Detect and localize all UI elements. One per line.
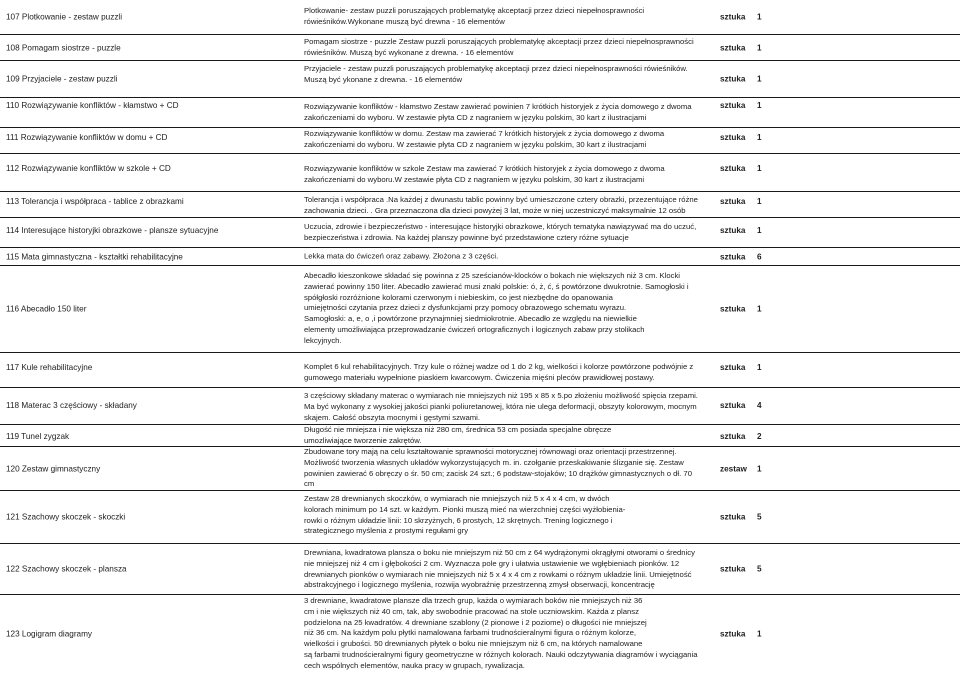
- item-description: [304, 102, 708, 124]
- quantity-cell: 1: [757, 133, 762, 142]
- desc-line: nie mniejszej niż 4 cm i głębokości 2 cm. Wyznacza pole gry i ułatwia ustawienie we wgłębieniach pionków. 12: [304, 558, 680, 568]
- quantity-cell: 5: [757, 564, 762, 574]
- quantity-cell: 1: [757, 197, 762, 206]
- desc-line: rowki o różnym układzie linii: 10 skrzyżnych, 6 prostych, 12 skrętnych. Trening logicznego i: [304, 515, 613, 525]
- item-name: 121 Szachowy skoczek - skoczki: [6, 512, 126, 522]
- unit-cell: sztuka: [720, 432, 746, 441]
- item-description: [304, 425, 708, 447]
- item-description: [304, 164, 708, 186]
- table-row: [0, 266, 960, 353]
- table-row: [0, 353, 960, 388]
- item-name: 112 Rozwiązywanie konfliktów w szkole + CD: [6, 164, 171, 173]
- desc-line: Zbudowane tory mają na celu kształtowanie sprawności motorycznej równowagi oraz orientacji przestrzennej.: [304, 447, 677, 456]
- item-description: [304, 447, 708, 490]
- unit-cell: sztuka: [720, 74, 746, 84]
- item-description: [304, 6, 708, 28]
- desc-line: zakończeniami do wyboru.W zestawie płyta CD z nagraniem w języku polskim, 30 kart z ilustracjami: [304, 174, 645, 184]
- quantity-cell: 1: [757, 43, 762, 52]
- table-row: [0, 544, 960, 595]
- desc-line: Tolerancja i współpraca .Na każdej z dwunastu tablic powinny być umieszczone cztery obrazki, przezentujące różne: [304, 195, 698, 204]
- desc-line: rówieśników. Muszą być wykonane z drewna. - 16 elementów: [304, 47, 514, 57]
- unit-cell: sztuka: [720, 101, 746, 110]
- desc-line: Długość nie mniejsza i nie większa niż 280 cm, średnica 53 cm posiada specjalne obręcze: [304, 425, 612, 434]
- item-description: [304, 195, 708, 217]
- quantity-cell: 4: [757, 401, 762, 410]
- desc-line: Rozwiązywanie konfliktów - kłamstwo Zestaw zawierać powinien 7 krótkich historyjek z życia domowego z dwoma: [304, 102, 692, 111]
- desc-line: rówieśników.Wykonane muszą być drewna - 16 elementów: [304, 16, 505, 26]
- item-name: 110 Rozwiązywanie konfliktów - kłamstwo + CD: [6, 101, 179, 110]
- unit-cell: sztuka: [720, 304, 746, 314]
- desc-line: Komplet 6 kul rehabilitacyjnych. Trzy kule o różnej wadze od 1 do 2 kg, wielkości i kolorze powtórzone podwójnie z: [304, 362, 694, 371]
- unit-cell: zestaw: [720, 464, 747, 473]
- quantity-cell: 2: [757, 432, 762, 441]
- item-description: [304, 37, 708, 59]
- item-description: [304, 362, 708, 384]
- quantity-cell: 1: [757, 164, 762, 173]
- item-description: [304, 251, 744, 262]
- desc-line: elementy umożliwiająca przeprowadzanie ćwiczeń ortograficznych i logicznych zabaw przy stolikach: [304, 324, 645, 334]
- desc-line: skajem. Całość obszyta mocnymi i gęstymi szwami.: [304, 412, 481, 422]
- quantity-cell: 1: [757, 12, 762, 22]
- unit-cell: sztuka: [720, 43, 746, 52]
- desc-line: 3 drewniane, kwadratowe plansze dla trzech grup, każda o wymiarach boków nie mniejszych niż 36: [304, 596, 643, 605]
- item-name: 122 Szachowy skoczek - plansza: [6, 564, 127, 574]
- desc-line: gumowego materiału wypełnione piaskiem kwarcowym. Ćwiczenia mięśni pleców prawidłowej postawy.: [304, 372, 655, 382]
- desc-line: cm i nie większych niż 40 cm, tak, aby swobodnie pracować na stole uczniowskim. Każda z plansz: [304, 606, 639, 616]
- desc-line: podzielona na 25 kwadratów. 4 drewniane szablony (2 pionowe i 2 poziome) o długości nie mniejszej: [304, 617, 647, 627]
- unit-cell: sztuka: [720, 226, 746, 235]
- desc-line: niż 36 cm. Na każdym polu płytki namalowana farbami trudnościeralnymi figura o różnym kolorze,: [304, 628, 636, 638]
- desc-line: Uczucia, zdrowie i bezpieczeństwo - interesujące historyjki obrazkowe, których tematyka nawiązywać ma do uczuć,: [304, 222, 697, 231]
- desc-line: wielkości i grubości. 50 drewnianych płytek o boku nie mniejszym niż 6 cm, na których namalowane: [304, 639, 643, 649]
- table-row: [0, 154, 960, 192]
- item-name: 109 Przyjaciele - zestaw puzzli: [6, 74, 118, 84]
- unit-cell: sztuka: [720, 12, 746, 22]
- desc-line: zachowania dzieci. . Gra przeznaczona dla dzieci powyżej 3 lat, może w niej uczestniczyć maksymalnie 12 osób: [304, 205, 686, 215]
- desc-line: kolorach minimum po 14 szt. w każdym. Pionki muszą mieć na wierzchniej części wyżłobienia-: [304, 504, 626, 514]
- unit-cell: sztuka: [720, 629, 746, 639]
- table-row: [0, 447, 960, 491]
- desc-line: abstrakcyjnego i logicznego myślenia, rozwija wyobraźnię przestrzenną zmysł obserwacji, koncentrację: [304, 580, 655, 590]
- quantity-cell: 5: [757, 512, 762, 522]
- desc-line: Rozwiązywanie konfliktów w domu. Zestaw ma zawierać 7 krótkich historyjek z życia domowego z dwoma: [304, 129, 665, 138]
- desc-line: Lekka mata do ćwiczeń oraz zabawy. Złożona z 3 części.: [304, 251, 499, 261]
- desc-line: Drewniana, kwadratowa plansza o boku nie mniejszym niż 50 cm z 64 wydrążonymi okrągłymi otworami o średnicy: [304, 548, 695, 557]
- table-row: [0, 388, 960, 425]
- item-description: [304, 271, 708, 347]
- desc-line: zawierać powinny 150 liter. Abecadło zawierać musi znaki polskie: ó, ż, ć, ś powtórzone dwukrotnie. Samogłoski i: [304, 281, 689, 291]
- table-row: [0, 61, 960, 98]
- unit-cell: sztuka: [720, 564, 746, 574]
- item-name: 116 Abecadło 150 liter: [6, 304, 87, 314]
- unit-cell: sztuka: [720, 197, 746, 206]
- unit-cell: sztuka: [720, 252, 746, 261]
- item-name: 111 Rozwiązywanie konfliktów w domu + CD: [6, 133, 168, 142]
- table-row: [0, 128, 960, 154]
- desc-line: Abecadło kieszonkowe składać się powinna z 25 sześcianów-klocków o bokach nie większych niż 3 cm. Klocki: [304, 271, 681, 280]
- item-name: 117 Kule rehabilitacyjne: [6, 363, 93, 372]
- item-name: 108 Pomagam siostrze - puzzle: [6, 43, 121, 52]
- quantity-cell: 1: [757, 629, 762, 639]
- desc-line: Przyjaciele - zestaw puzzli poruszających problematykę akceptacji przez dzieci niepełnosprawności rówieśników.: [304, 64, 688, 73]
- item-name: 107 Plotkowanie - zestaw puzzli: [6, 12, 123, 22]
- table-row: [0, 491, 960, 544]
- table-row: [0, 192, 960, 218]
- desc-line: Ma być wykonany z wysokiej jakości pianki poliuretanowej, która nie ulega deformacji, obszyty kolorowym, mocnym: [304, 401, 697, 411]
- item-description: [304, 222, 708, 244]
- table-row: [0, 248, 960, 266]
- desc-line: Rozwiązywanie konfliktów w szkole Zestaw ma zawierać 7 krótkich historyjek z życia domowego z dwoma: [304, 164, 665, 173]
- unit-cell: sztuka: [720, 512, 746, 522]
- quantity-cell: 1: [757, 74, 762, 84]
- item-description: [304, 129, 708, 151]
- item-name: 118 Materac 3 częściowy - składany: [6, 401, 137, 410]
- table-row: [0, 0, 960, 35]
- item-name: 119 Tunel zygzak: [6, 432, 70, 441]
- unit-cell: sztuka: [720, 363, 746, 372]
- desc-line: Plotkowanie- zestaw puzzli poruszających problematykę akceptacji przez dzieci niepełnosprawności: [304, 6, 645, 15]
- desc-line: zakończeniami do wyboru. W zestawie płyta CD z nagraniem w języku polskim, 30 kart z ilustracjami: [304, 112, 647, 122]
- table-row: [0, 425, 960, 447]
- desc-line: cech wspólnych elementów, nauka pracy w grupach, rywalizacja.: [304, 660, 525, 670]
- quantity-cell: 1: [757, 363, 762, 372]
- desc-line: spółgłoski rozróżnione kolorami czerwonym i niebieskim, co jest niezbędne do opanowania: [304, 292, 613, 302]
- desc-line: umozliwiające tworzenie zakrętów.: [304, 435, 422, 445]
- desc-line: zakończeniami do wyboru. W zestawie płyta CD z nagraniem w języku polskim, 30 kart z ilustracjami: [304, 139, 647, 149]
- item-description: [304, 596, 708, 672]
- desc-line: 3 częściowy składany materac o wymiarach nie mniejszych niż 195 x 85 x 5.po złożeniu możliwość spięcia rzepami.: [304, 391, 698, 400]
- item-description: [304, 548, 708, 591]
- quantity-cell: 6: [757, 252, 762, 261]
- desc-line: strategicznego myślenia z prostymi regułami gry: [304, 526, 469, 536]
- item-name: 114 Interesujące historyjki obrazkowe - plansze sytuacyjne: [6, 226, 219, 235]
- quantity-cell: 1: [757, 226, 762, 235]
- table-row: [0, 218, 960, 248]
- item-name: 123 Logigram diagramy: [6, 629, 93, 639]
- item-name: 120 Zestaw gimnastyczny: [6, 464, 101, 473]
- unit-cell: sztuka: [720, 164, 746, 173]
- item-name: 113 Tolerancja i współpraca - tablice z obrazkami: [6, 197, 184, 206]
- desc-line: Zestaw 28 drewnianych skoczków, o wymiarach nie mniejszych niż 5 x 4 x 4 cm, w dwóch: [304, 494, 610, 503]
- table-row: [0, 595, 960, 673]
- desc-line: Muszą być ykonane z drewna. - 16 elementów: [304, 74, 463, 84]
- unit-cell: sztuka: [720, 401, 746, 410]
- quantity-cell: 1: [757, 304, 762, 314]
- desc-line: umiejętności czytania przez dzieci z dysfunkcjami przy pomocy obrazowego schematu wyrazu.: [304, 303, 627, 313]
- desc-line: Pomagam siostrze - puzzle Zestaw puzzli poruszających problematykę akceptacji przez dzieci niepełnosprawności: [304, 37, 694, 46]
- desc-line: powinien zawierać 6 obręczy o śr. 50 cm; zacisk 24 szt.; 6 podstaw-stojaków; 10 drążków gimnastycznych o dł. 70: [304, 468, 692, 478]
- desc-line: Możliwość tworzenia własnych układów wykorzystujących m. in. czołganie przeskakiwanie ślizganie się. Zestaw: [304, 457, 684, 467]
- desc-line: cm: [304, 479, 315, 489]
- desc-line: są farbami trudnościeralnymi figury geometryczne w różnych kolorach. Nauki odczytywania diagramów i wyciągania: [304, 649, 698, 659]
- desc-line: lekcyjnych.: [304, 335, 342, 345]
- desc-line: bezpieczeństwa i zdrowia. Na każdej planszy powinne być przedstawione cztery różne sytuacje: [304, 232, 629, 242]
- item-name: 115 Mata gimnastyczna - kształtki rehabilitacyjne: [6, 252, 183, 261]
- desc-line: Samogłoski: a, e, o ,i powtórzone przynajmniej siedmiokrotnie. Abecadło ze względu na niewielkie: [304, 314, 637, 324]
- item-description: [304, 64, 708, 86]
- quantity-cell: 1: [757, 101, 762, 110]
- item-description: [304, 391, 708, 423]
- item-description: [304, 494, 708, 537]
- desc-line: drewnianych pionków o wymiarach nie mniejszych niż 5 x 4 x 4 cm z rowkami o różnym układzie linii. Umiejętność: [304, 569, 692, 579]
- quantity-cell: 1: [757, 464, 762, 473]
- unit-cell: sztuka: [720, 133, 746, 142]
- table-row: [0, 98, 960, 128]
- table-row: [0, 35, 960, 61]
